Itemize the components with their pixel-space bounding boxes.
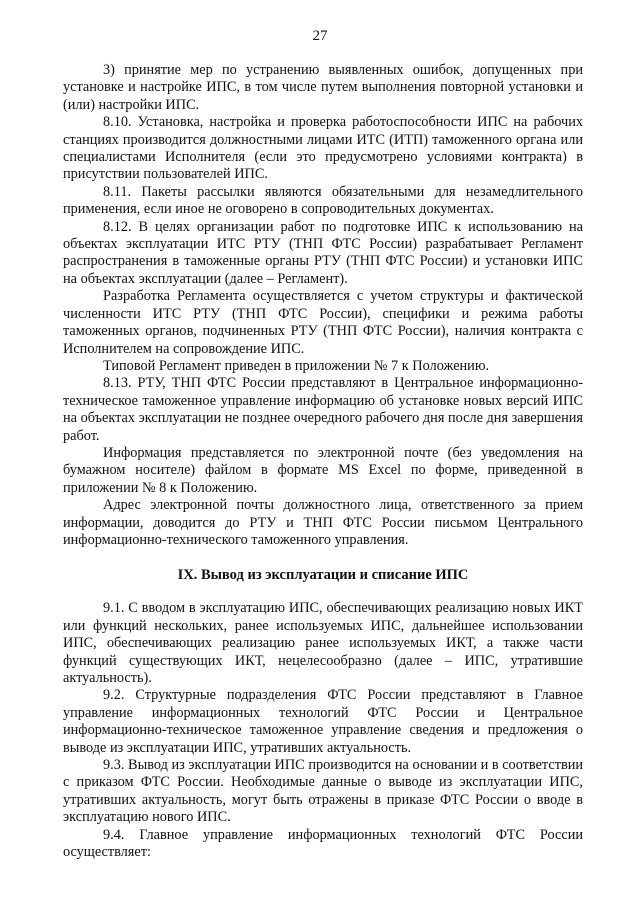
paragraph: 8.10. Установка, настройка и проверка работоспособности ИПС на рабочих станциях производится должностными лицами ИТС (ИТП) таможенного органа или специалистами Исполнителя (если это предусмотрено условиями контракта) в присутствии пользователей ИПС. [63,114,583,183]
paragraph: Типовой Регламент приведен в приложении № 7 к Положению. [103,357,490,374]
page-number: 27 [312,28,328,44]
document-body [63,62,583,861]
paragraph: 9.1. С вводом в эксплуатацию ИПС, обеспечивающих реализацию новых ИКТ или функций нескольких, ранее используемых ИПС, дальнейшее использовании ИПС, обеспечивающих реализацию ранее используемых ИКТ, а также части функций существующих ИКТ, нецелесообразно (далее – ИПС, утратившие актуальность). [63,600,583,686]
paragraph: 8.11. Пакеты рассылки являются обязательными для незамедлительного применения, если иное не оговорено в сопроводительных документах. [63,183,583,218]
paragraph: 9.4. Главное управление информационных технологий ФТС России осуществляет: [63,826,583,861]
paragraph: Разработка Регламента осуществляется с учетом структуры и фактической численности ИТС РТУ (ТНП ФТС России), специфики и режима работы таможенных органов, подчиненных РТУ (ТНП ФТС России), наличия контракта с Исполнителем на сопровождение ИПС. [63,288,583,357]
paragraph: 8.12. В целях организации работ по подготовке ИПС к использованию на объектах эксплуатации ИТС РТУ (ТНП ФТС России) разрабатывает Регламент распространения в таможенные органы РТУ (ТНП ФТС России) и установки ИПС на объектах эксплуатации (далее – Регламент). [63,218,583,287]
paragraph: 9.3. Вывод из эксплуатации ИПС производится на основании и в соответствии с приказом ФТС России. Необходимые данные о выводе из эксплуатации ИПС, утративших актуальность, могут быть отражены в приказе ФТС России о вводе в эксплуатацию нового ИПС. [63,757,583,826]
paragraph: Адрес электронной почты должностного лица, ответственного за прием информации, доводится до РТУ и ТНП ФТС России письмом Центрального информационно-технического таможенного управления. [63,497,583,548]
paragraph: Информация представляется по электронной почте (без уведомления на бумажном носителе) файлом в формате MS Excel по форме, приведенной в приложении № 8 к Положению. [63,444,583,496]
paragraph: 3) принятие мер по устранению выявленных ошибок, допущенных при установке и настройке ИПС, в том числе путем выполнения повторной установки и (или) настройки ИПС. [63,62,583,113]
paragraph: 9.2. Структурные подразделения ФТС России представляют в Главное управление информационных технологий ФТС России и Центральное информационно-техническое таможенное управление сведения и предложения о выводе из эксплуатации ИПС, утративших актуальность. [63,687,583,756]
section-heading: IX. Вывод из эксплуатации и списание ИПС [177,567,469,584]
paragraph: 8.13. РТУ, ТНП ФТС России представляют в Центральное информационно-техническое таможенное управление информацию об установке новых версий ИПС на объектах эксплуатации не позднее очередного рабочего дня после дня завершения работ. [63,375,583,444]
